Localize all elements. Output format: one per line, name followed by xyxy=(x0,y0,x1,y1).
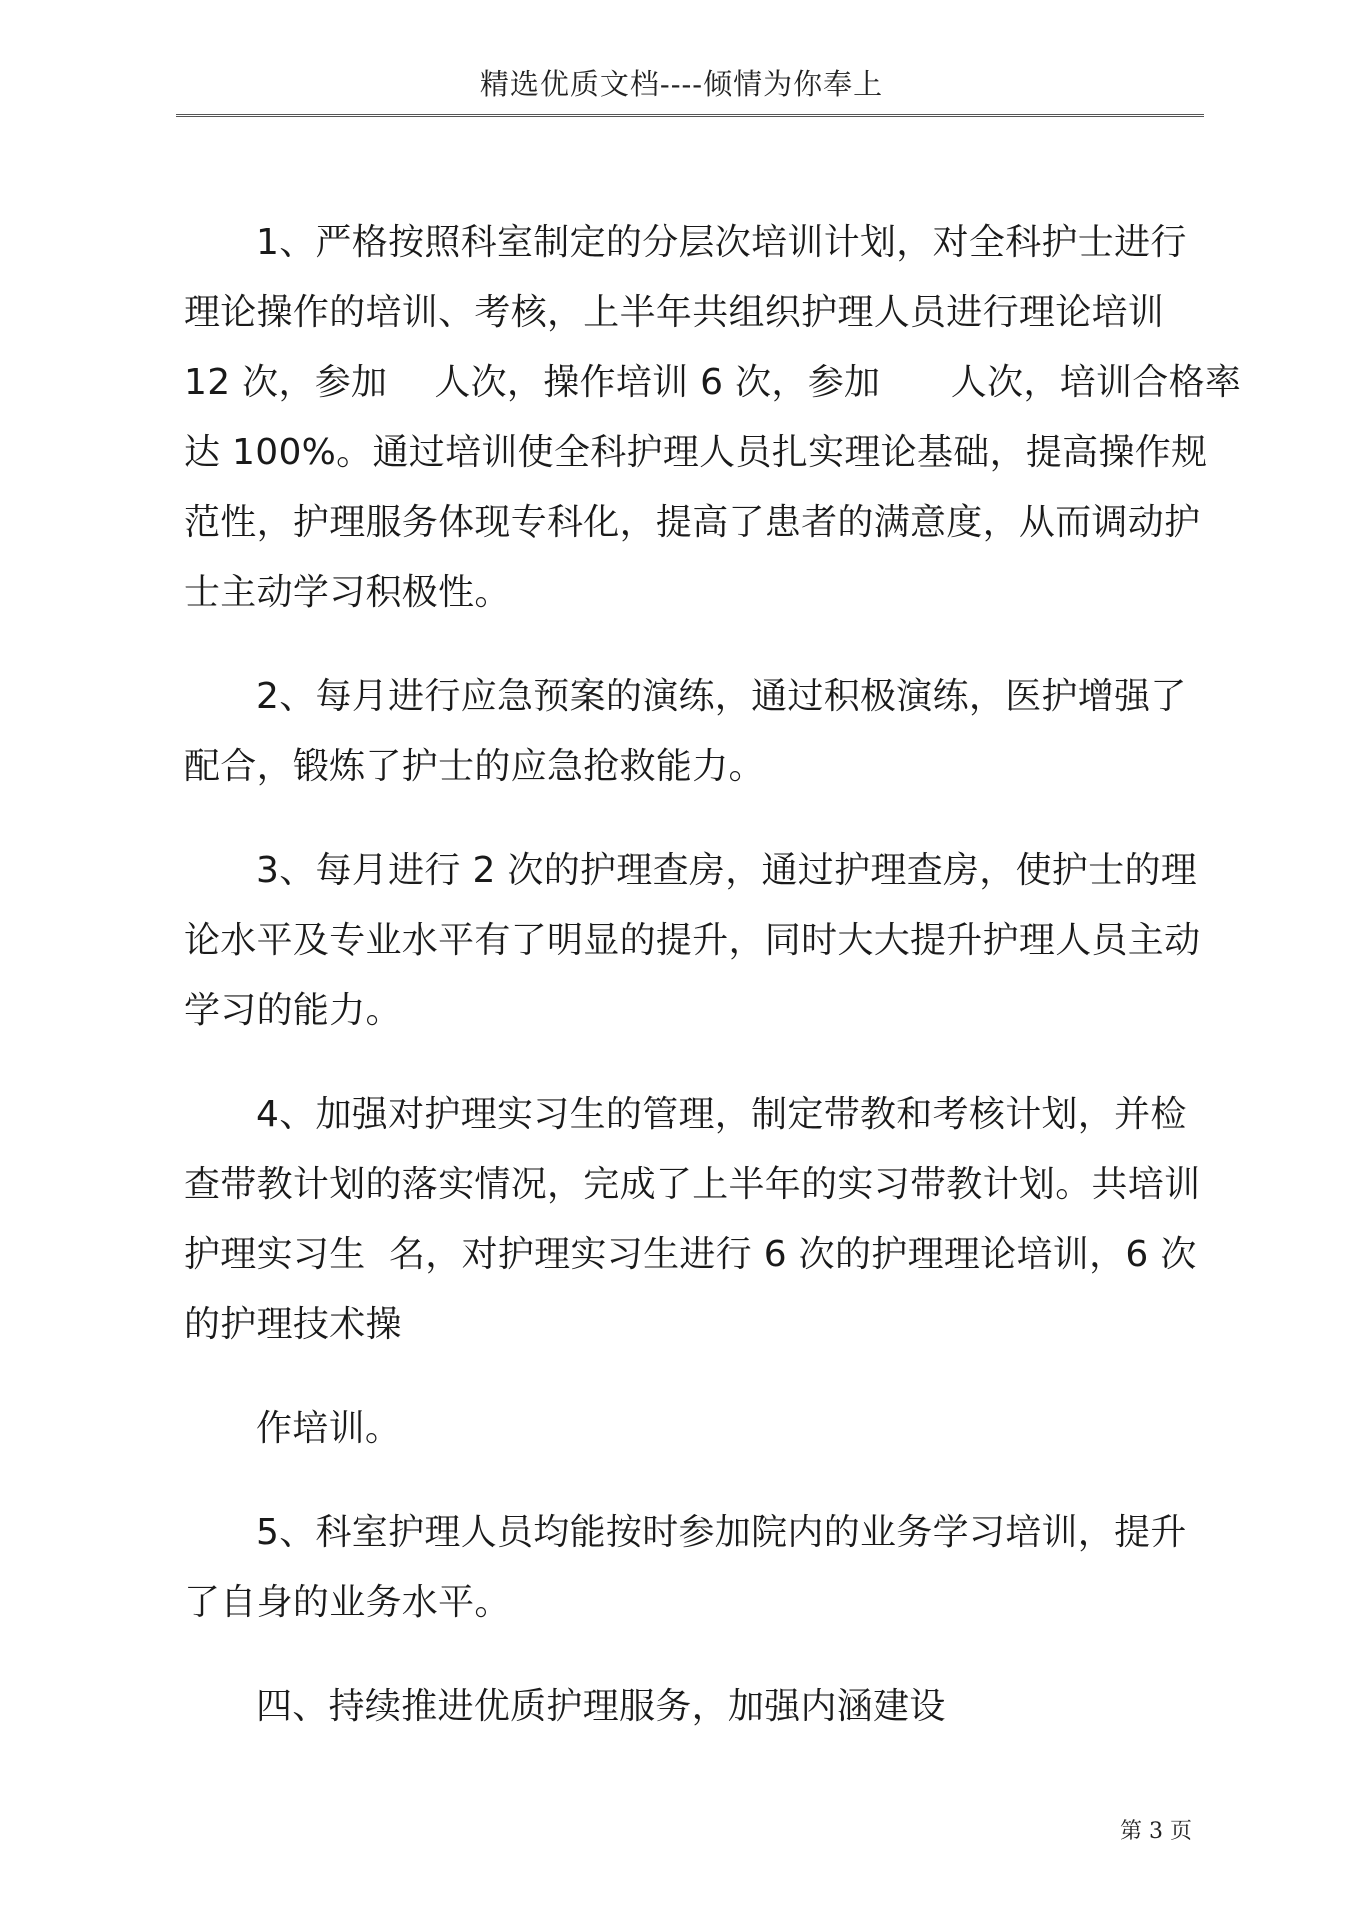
section-heading xyxy=(184,1672,1214,1742)
paragraph-2 xyxy=(184,662,1214,802)
text-line: 的护理技术操 xyxy=(184,1304,402,1345)
page-header-title: 精选优质文档----倾情为你奉上 xyxy=(479,67,884,101)
text-line: 范性，护理服务体现专科化，提高了患者的满意度，从而调动护 xyxy=(184,502,1201,543)
text-line: 了自身的业务水平。 xyxy=(184,1582,511,1623)
text-line: 查带教计划的落实情况，完成了上半年的实习带教计划。共培训 xyxy=(184,1164,1201,1205)
text-line: 士主动学习积极性。 xyxy=(184,572,511,613)
text-line: 配合，锻炼了护士的应急抢救能力。 xyxy=(184,746,765,787)
paragraph-4 xyxy=(184,1080,1214,1360)
text-line: 5、科室护理人员均能按时参加院内的业务学习培训，提升 xyxy=(256,1512,1187,1553)
text-line: 学习的能力。 xyxy=(184,990,402,1031)
paragraph-3 xyxy=(184,836,1214,1046)
text-line: 4、加强对护理实习生的管理，制定带教和考核计划，并检 xyxy=(256,1094,1187,1135)
paragraph-1 xyxy=(184,208,1242,628)
text-line: 护理实习生 名，对护理实习生进行 6 次的护理理论培训，6 次 xyxy=(184,1234,1197,1275)
text-line: 达 100%。通过培训使全科护理人员扎实理论基础，提高操作规 xyxy=(184,432,1208,473)
text-line: 论水平及专业水平有了明显的提升，同时大大提升护理人员主动 xyxy=(184,920,1201,961)
paragraph-5 xyxy=(184,1498,1214,1638)
paragraph-4-continuation xyxy=(184,1394,1214,1464)
page-number: 第 3 页 xyxy=(1120,1819,1192,1844)
text-line: 理论操作的培训、考核，上半年共组织护理人员进行理论培训 xyxy=(184,292,1165,333)
text-line: 1、严格按照科室制定的分层次培训计划，对全科护士进行 xyxy=(256,222,1187,263)
text-line: 2、每月进行应急预案的演练，通过积极演练，医护增强了 xyxy=(256,676,1187,717)
document-body xyxy=(184,208,1242,1776)
text-line: 四、持续推进优质护理服务，加强内涵建设 xyxy=(256,1686,946,1727)
text-line: 3、每月进行 2 次的护理查房，通过护理查房，使护士的理 xyxy=(256,850,1198,891)
text-line: 12 次，参加 人次，操作培训 6 次，参加 人次，培训合格率 xyxy=(184,362,1242,403)
header-divider xyxy=(176,114,1204,117)
text-line: 作培训。 xyxy=(256,1408,402,1449)
